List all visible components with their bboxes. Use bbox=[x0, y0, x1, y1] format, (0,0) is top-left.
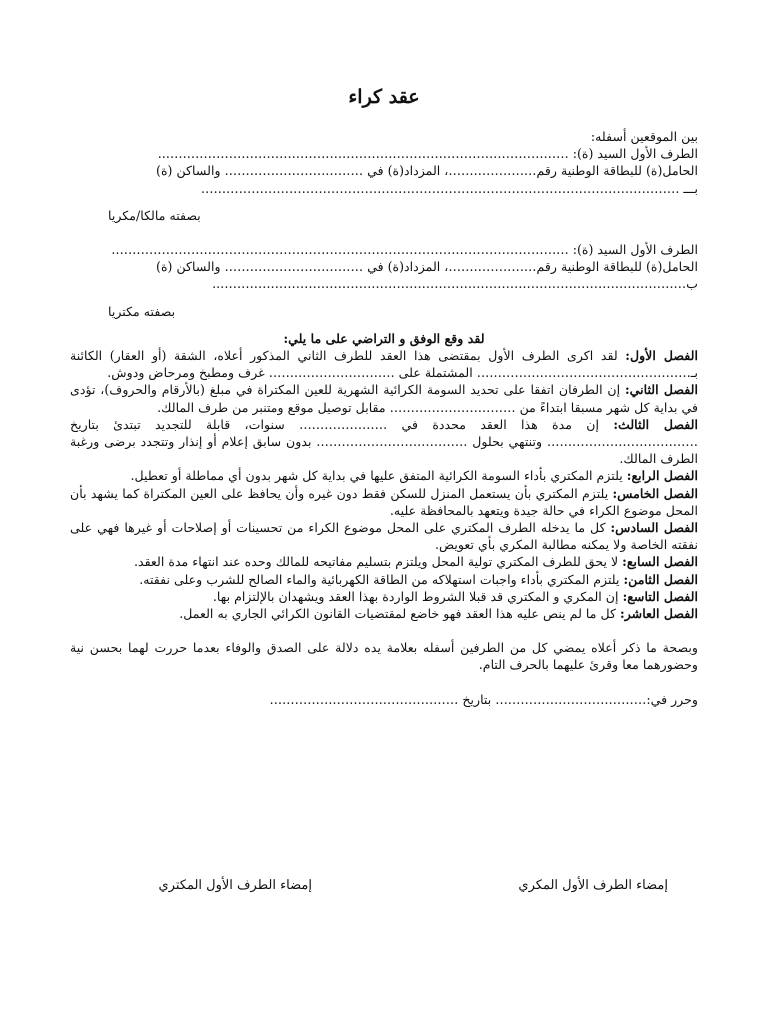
clause-text: يلتزم المكتري بأداء السومة الكرائية المتفق عليها في بداية كل شهر بدون أي مماطلة أو تعطيل. bbox=[130, 468, 623, 484]
clause-label: الفصل العاشر: bbox=[620, 606, 698, 622]
party-two-block bbox=[70, 241, 698, 320]
clause-8 bbox=[70, 571, 698, 588]
clause-label: الفصل الثاني: bbox=[624, 382, 698, 398]
clause-2 bbox=[70, 381, 698, 415]
party-two-address-line: ب………………………………………………………………………………………………….. bbox=[212, 276, 698, 292]
clauses-list bbox=[70, 347, 698, 622]
clause-label: الفصل الخامس: bbox=[612, 485, 698, 501]
clause-9 bbox=[70, 588, 698, 605]
clause-text: كل ما لم ينص عليه هذا العقد فهو خاضع لمقتضيات القانون الكرائي الجاري به العمل. bbox=[179, 606, 617, 622]
party-one-role: بصفته مالكا/مكريا bbox=[108, 207, 201, 223]
clause-label: الفصل السادس: bbox=[610, 520, 698, 536]
clause-text: إن مدة هذا العقد محددة في ………………… سنوات، قابلة للتجديد تبتدئ بتاريخ ……………………………… وتنتهي بحلول ……………………………… بدون سابق إعلام أو إنذار وتتجدد برضى ورغبة الطرف المالك. bbox=[70, 416, 698, 467]
lessee-signature-label: إمضاء الطرف الأول المكتري bbox=[158, 878, 312, 893]
clause-text: إن المكري و المكتري قد قبلا الشروط الواردة بهذا العقد ويشهدان بالإلتزام بها. bbox=[212, 588, 619, 604]
party-two-id-line: الحامل(ة) للبطاقة الوطنية رقم…………………، المزداد(ة) في …………………………… والساكن (ة) bbox=[156, 259, 698, 275]
contract-body bbox=[70, 128, 698, 708]
clause-text: لقد اكرى الطرف الأول بمقتضى هذا العقد للطرف الثاني المذكور أعلاه، الشقة (أو العقار) الكائنة بـ…………………………………………… المشتملة على ………………………… غرف ومطبخ ومرحاض ودوش. bbox=[70, 348, 698, 381]
clause-label: الفصل الثالث: bbox=[613, 416, 698, 432]
party-one-id-line: الحامل(ة) للبطاقة الوطنية رقم…………………، المزداد(ة) في …………………………… والساكن (ة) bbox=[156, 163, 698, 179]
clause-text: كل ما يدخله الطرف المكتري على المحل موضوع الكراء من تحسينات أو إصلاحات أو غيرها فهي على نفقته الخاصة ولا يمكنه مطالبة المكري بأي تعويض. bbox=[70, 520, 698, 553]
clause-label: الفصل الرابع: bbox=[626, 468, 698, 484]
intro-line: بين الموقعين أسفله: bbox=[590, 129, 698, 144]
lessor-signature-label: إمضاء الطرف الأول المكري bbox=[518, 878, 668, 893]
agreement-heading: لقد وقع الوفق و التراضي على ما يلي: bbox=[283, 330, 485, 346]
clause-text: يلتزم المكتري بأن يستعمل المنزل للسكن فقط دون غيره وأن يحافظ على العين المكتراة كما يشهد بأن المحل موضوع الكراء في حالة جيدة ويتعهد بالمحافظة عليه. bbox=[70, 485, 698, 518]
clause-text: إن الطرفان اتفقا على تحديد السومة الكرائية الشهرية للعين المكتراة في مبلغ (بالأرقام والحروف)، تؤدى في بداية كل شهر مسبقا ابتداءً من ………………………… مقابل توصيل موقع ومتنبر من طرف المالك. bbox=[70, 382, 698, 415]
party-one-name-line: الطرف الأول السيد (ة): …………………………………………………………………………………….. bbox=[157, 146, 698, 162]
clause-label: الفصل الأول: bbox=[625, 348, 698, 364]
clause-10 bbox=[70, 605, 698, 622]
clause-3 bbox=[70, 416, 698, 468]
clause-text: لا يحق للطرف المكتري تولية المحل ويلتزم بتسليم مفاتيحه للمالك وحده عند انتهاء مدة العقد. bbox=[133, 554, 619, 570]
clause-label: الفصل السابع: bbox=[622, 554, 698, 570]
place-date-line: وحرر في:……………………………… بتاريخ ……………………………………… bbox=[269, 691, 698, 707]
party-one-block bbox=[70, 145, 698, 224]
clause-6 bbox=[70, 519, 698, 553]
clause-7 bbox=[70, 553, 698, 570]
closing-paragraph: وبصحة ما ذكر أعلاه يمضي كل من الطرفين أسفله بعلامة يده دلالة على الصدق والوفاء بعدما حررت لهما بحسن نية وحضورهما معا وقرئ عليهما بالحرف التام. bbox=[70, 640, 698, 673]
clause-text: يلتزم المكتري بأداء واجبات استهلاكه من الطاقة الكهربائية والماء الصالح للشرب وعلى نفقته. bbox=[139, 571, 620, 587]
clause-4 bbox=[70, 467, 698, 484]
clause-1 bbox=[70, 347, 698, 381]
clause-label: الفصل الثامن: bbox=[623, 571, 698, 587]
document-title: عقد كراء bbox=[348, 86, 420, 108]
party-two-role: بصفته مكتريا bbox=[108, 303, 176, 319]
party-two-name-line: الطرف الأول السيد (ة): ………………………………………………………………………………………………. bbox=[111, 242, 698, 258]
clause-5 bbox=[70, 485, 698, 519]
party-one-address-line: بـــ …………………………………………………………………………………………………… bbox=[200, 180, 698, 196]
clause-label: الفصل التاسع: bbox=[622, 588, 698, 604]
